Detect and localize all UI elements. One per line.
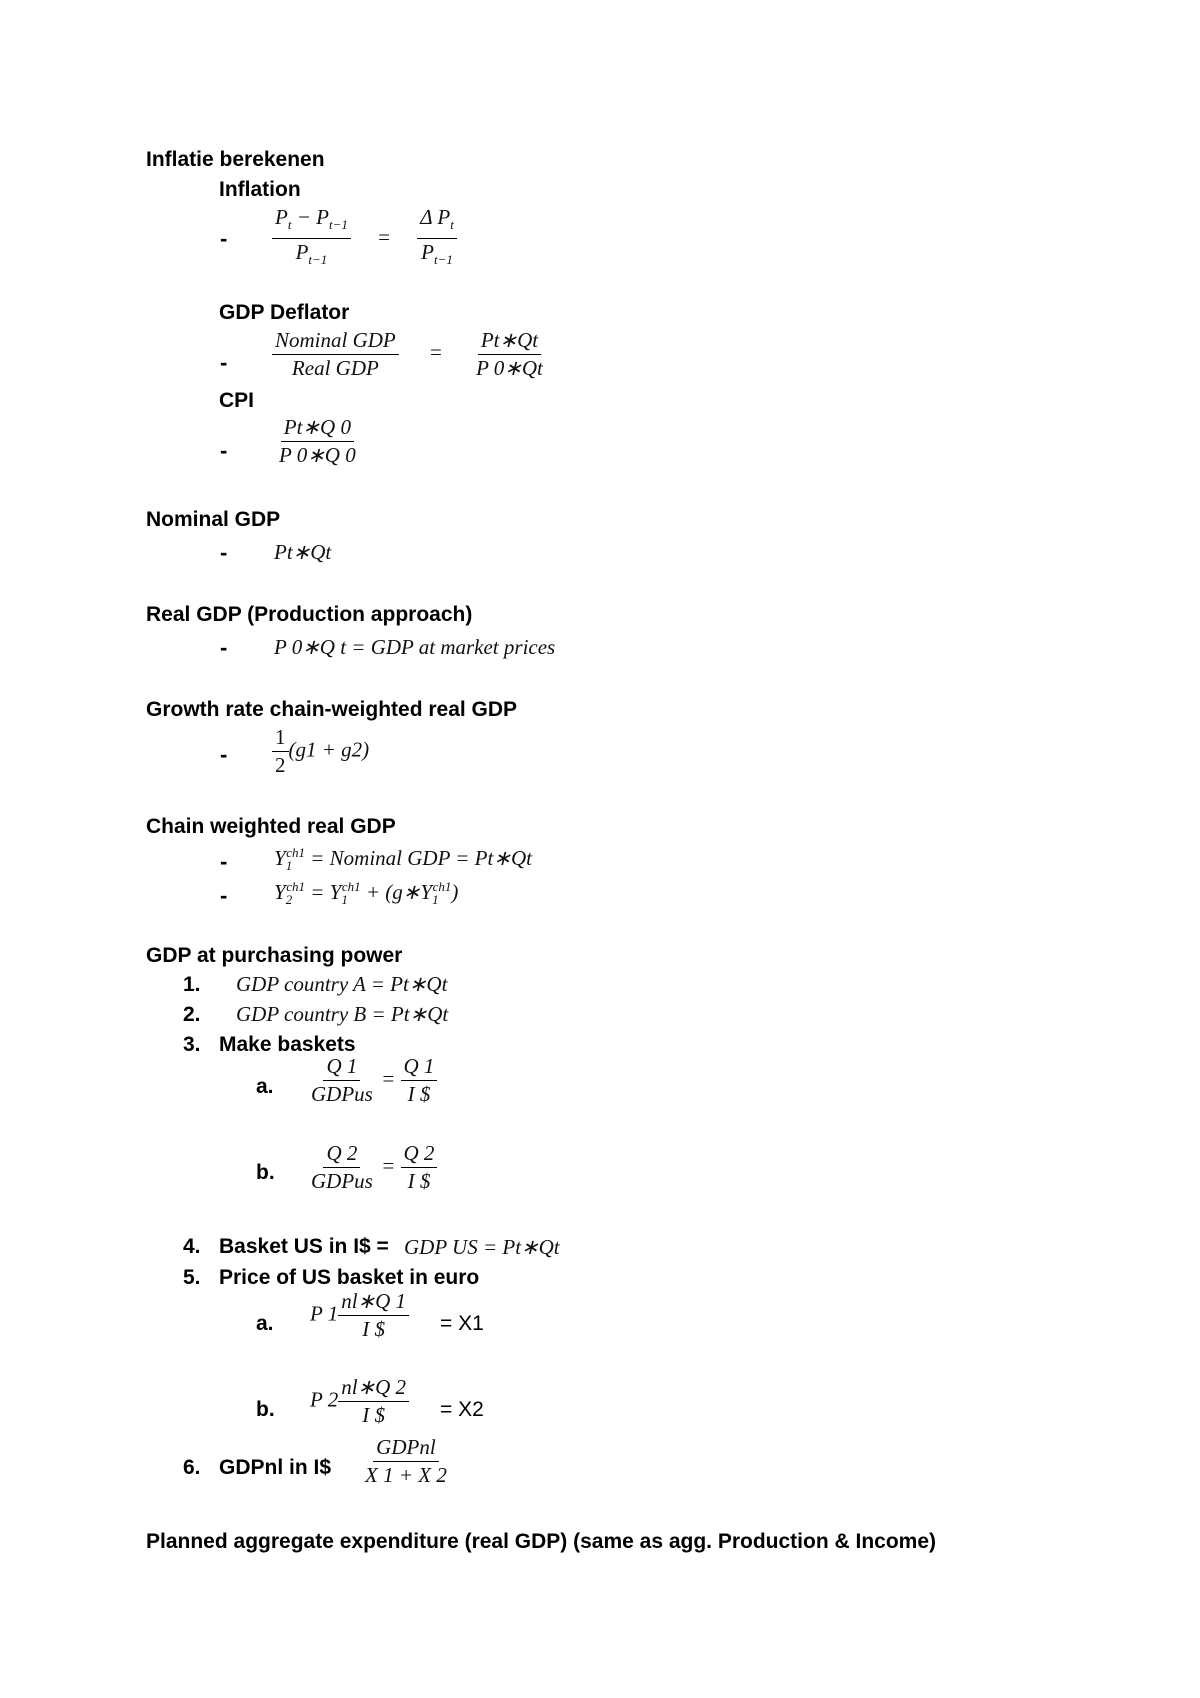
chain-nominal-gdp: Nominal GDP <box>329 846 451 870</box>
ppp-item-3: Make baskets <box>219 1033 356 1056</box>
list-letter: a. <box>256 1312 274 1335</box>
basket-formula-b: $\frac{Q 2}{\text{GDPus}}$ = $\frac{Q 2}{I \$}$ <box>308 1140 437 1195</box>
section-title-planned: Planned aggregate expenditure (real GDP) (same as agg. Production & Income) <box>146 1530 937 1553</box>
section-title-inflatie: Inflatie berekenen <box>146 148 325 171</box>
cpi-formula: $\frac{Pt∗Q 0}{P 0∗Q 0}$ <box>279 415 356 467</box>
list-number: 3. <box>183 1033 201 1056</box>
basket-formula-a: $\frac{Q 1}{\text{GDPus}}$ = $\frac{Q 1}{I \$}$ <box>308 1053 437 1108</box>
ppp-item-1-text: GDP country A <box>236 972 366 996</box>
nominal-gdp-formula: Pt∗Qt <box>274 540 332 564</box>
ppp-item-1: GDP country A = Pt∗Qt <box>236 972 448 996</box>
gdpnl-formula: $\frac{\text{GDPnl}}{X 1 + X 2}$ <box>365 1435 447 1487</box>
list-letter: b. <box>256 1161 275 1184</box>
section-title-nominal-gdp: Nominal GDP <box>146 508 281 531</box>
section-title-ppp: GDP at purchasing power <box>146 944 403 967</box>
section-title-growth-rate: Growth rate chain-weighted real GDP <box>146 698 518 721</box>
list-letter: b. <box>256 1398 275 1421</box>
ppp-item-4-formula: GDP US = Pt∗Qt <box>404 1235 560 1259</box>
subheading-gdp-deflator: GDP Deflator <box>219 301 350 324</box>
ppp-item-5-text: Price of US basket in euro <box>219 1266 480 1289</box>
subheading-cpi: CPI <box>219 389 255 412</box>
bullet-dash: - <box>220 350 228 375</box>
price-formula-b: P 2 $\frac{nl∗Q 2}{I \$}$ <box>310 1374 409 1429</box>
subheading-inflation: Inflation <box>219 178 301 201</box>
price-result-a: = X1 <box>440 1312 484 1335</box>
list-number: 4. <box>183 1235 201 1258</box>
section-title-chain-weighted: Chain weighted real GDP <box>146 815 396 838</box>
list-number: 2. <box>183 1003 201 1026</box>
growth-rate-formula: $\frac{1}{2}$ (g1 + g2) <box>272 724 369 779</box>
bullet-dash: - <box>220 226 228 251</box>
bullet-dash: - <box>220 438 228 463</box>
chain-weighted-formula-1: $Y_1^{ch1}$ = Nominal GDP = Pt∗Qt <box>274 845 532 874</box>
gdp-us: GDP US <box>404 1235 478 1259</box>
ppp-item-2: GDP country B = Pt∗Qt <box>236 1002 449 1026</box>
list-letter: a. <box>256 1075 274 1098</box>
gdp-deflator-formula: $\frac{\text{Nominal GDP}}{\text{Real GDP}}$ = $\frac{Pt∗Qt}{P 0∗Qt}$ <box>272 327 546 382</box>
chain-weighted-formula-2: $Y_2^{ch1} = Y_1^{ch1}$ + $(g∗Y_1^{ch1})$ <box>274 879 459 908</box>
real-gdp-formula: P 0∗Q t = GDP at market prices <box>274 635 556 659</box>
list-number: 1. <box>183 973 201 996</box>
ppp-item-2-text: GDP country B <box>236 1002 367 1026</box>
section-title-real-gdp: Real GDP (Production approach) <box>146 603 473 626</box>
price-formula-a: P 1 $\frac{nl∗Q 1}{I \$}$ <box>310 1288 409 1343</box>
list-number: 6. <box>183 1456 201 1479</box>
ppp-item-6-text: GDPnl in I$ <box>219 1456 332 1479</box>
bullet-dash: - <box>220 742 228 767</box>
list-number: 5. <box>183 1266 201 1289</box>
bullet-dash: - <box>220 540 228 565</box>
bullet-dash: - <box>220 635 228 660</box>
price-result-b: = X2 <box>440 1398 484 1421</box>
bullet-dash: - <box>220 883 228 908</box>
bullet-dash: - <box>220 849 228 874</box>
real-gdp-rhs: GDP at market prices <box>370 635 556 659</box>
inflation-formula: $\frac{P_t - P_{t-1}}{P_{t-1}}$ = $\frac{\Delta P_t}{P_{t-1}}$ <box>272 204 457 273</box>
ppp-item-4-text: Basket US in I$ = <box>219 1235 389 1258</box>
